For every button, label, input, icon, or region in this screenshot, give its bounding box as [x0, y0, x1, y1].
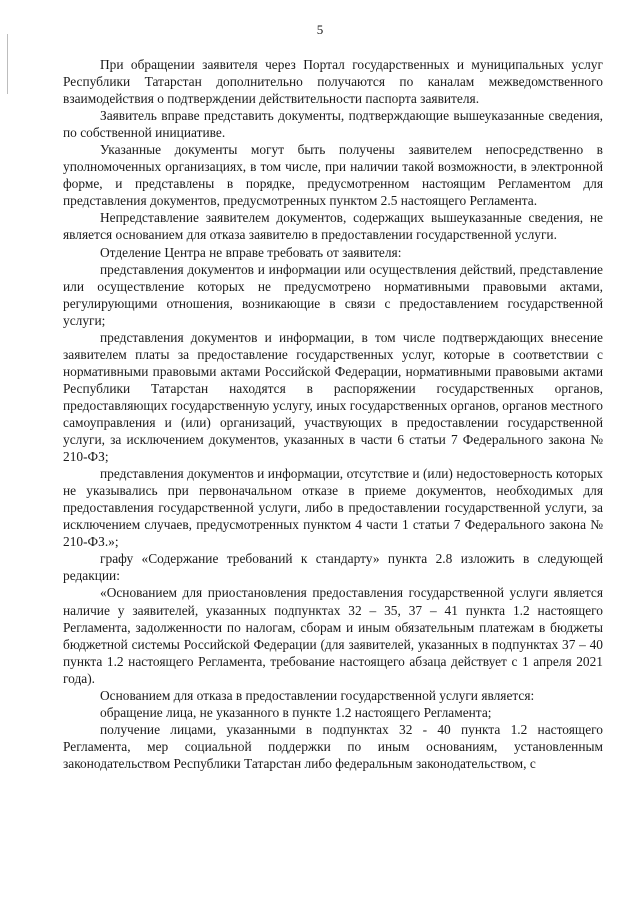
page-number: 5: [316, 22, 324, 37]
paragraph: Указанные документы могут быть получены заявителем непосредственно в уполномоченных организациях, в том числе, при наличии такой возможности, в электронной форме, и представлены в порядке, предусмотренном настоящим Регламентом для представления документов, предусмотренных пунктом 2.5 настоящего Регламента.: [63, 142, 603, 209]
scan-edge-line: [7, 34, 8, 94]
paragraph: представления документов и информации, отсутствие и (или) недостоверность которых не указывались при первоначальном отказе в приеме документов, необходимых для предоставления государственной услуги, либо в предоставлении государственной услуги, за исключением случаев, предусмотренных пунктом 4 части 1 статьи 7 Федерального закона № 210-ФЗ.»;: [63, 466, 603, 550]
paragraph: «Основанием для приостановления предоставления государственной услуги является наличие у заявителей, указанных подпунктах 32 – 35, 37 – 41 пункта 1.2 настоящего Регламента, задолженности по налогам, сборам и иным обязательным платежам в бюджеты бюджетной системы Российской Федерации (для заявителей, указанных в подпунктах 37 – 40 пункта 1.2 настоящего Регламента, требование настоящего абзаца действует с 1 апреля 2021 года).: [63, 585, 603, 686]
document-body: [63, 56, 603, 772]
paragraph: Непредставление заявителем документов, содержащих вышеуказанные сведения, не является основанием для отказа заявителю в предоставлении государственной услуги.: [63, 210, 603, 243]
paragraph: получение лицами, указанными в подпунктах 32 - 40 пункта 1.2 настоящего Регламента, мер социальной поддержки по иным основаниям, установленным законодательством Республики Татарстан либо федеральным законодательством, с: [63, 721, 603, 771]
paragraph: Основанием для отказа в предоставлении государственной услуги является:: [100, 687, 535, 703]
paragraph: Отделение Центра не вправе требовать от заявителя:: [100, 244, 402, 260]
paragraph: представления документов и информации, в том числе подтверждающих внесение заявителем платы за предоставление государственных услуг, которые в соответствии с нормативными правовыми актами Российской Федерации, нормативными правовыми актами Республики Татарстан находятся в распоряжении государственных органов, предоставляющих государственную услугу, иных государственных органов, органов местного самоуправления и (или) организаций, участвующих в предоставлении государственной услуги, за исключением документов, указанных в части 6 статьи 7 Федерального закона № 210-ФЗ;: [63, 329, 603, 465]
paragraph: Заявитель вправе представить документы, подтверждающие вышеуказанные сведения, по собственной инициативе.: [63, 108, 603, 141]
paragraph: представления документов и информации или осуществления действий, представление или осуществление которых не предусмотрено нормативными правовыми актами, регулирующими отношения, возникающие в связи с предоставлением государственной услуги;: [63, 261, 603, 328]
paragraph: При обращении заявителя через Портал государственных и муниципальных услуг Республики Татарстан дополнительно получаются по каналам межведомственного взаимодействия о подтверждении действительности паспорта заявителя.: [63, 57, 603, 107]
paragraph: обращение лица, не указанного в пункте 1.2 настоящего Регламента;: [100, 704, 492, 720]
paragraph: графу «Содержание требований к стандарту» пункта 2.8 изложить в следующей редакции:: [63, 551, 603, 584]
